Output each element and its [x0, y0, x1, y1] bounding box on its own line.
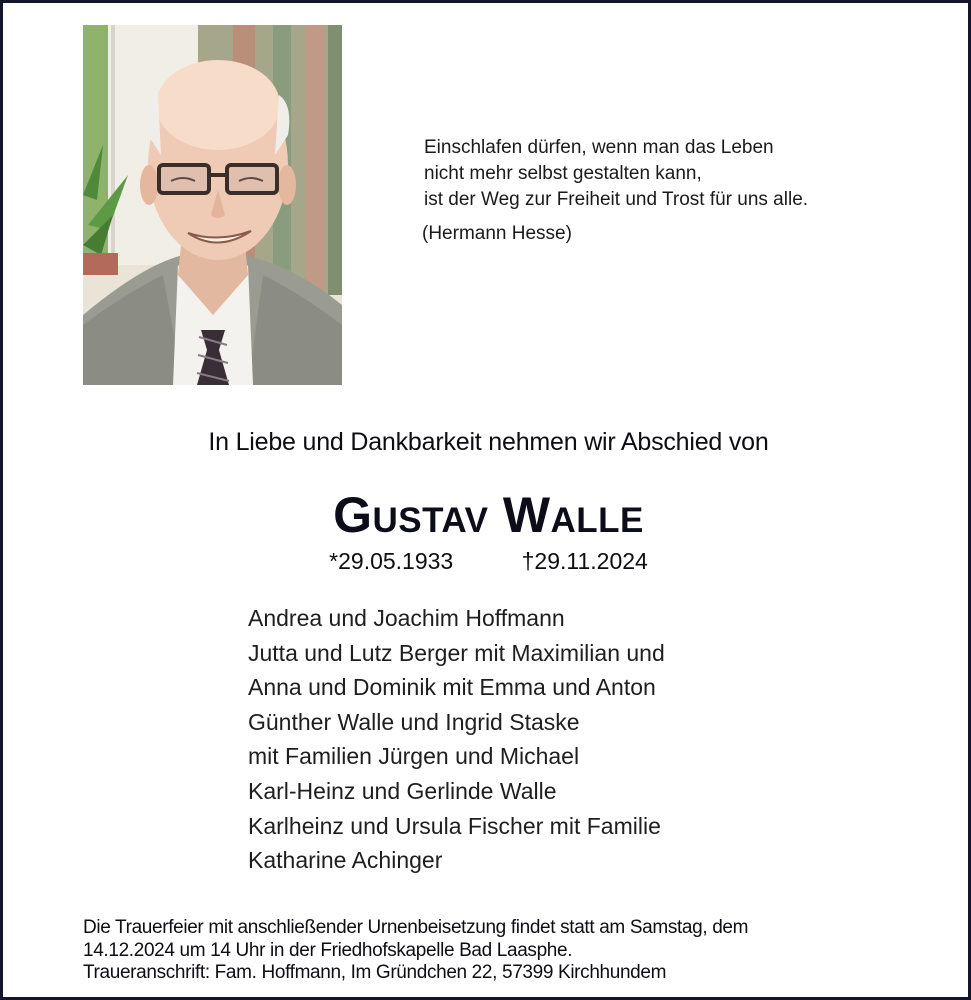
mourners-list: [248, 601, 665, 878]
quote-author: (Hermann Hesse): [422, 223, 572, 244]
portrait-image-icon: [83, 25, 342, 385]
quote-line: nicht mehr selbst gestalten kann,: [424, 163, 702, 184]
mourning-address: Traueranschrift: Fam. Hoffmann, Im Gründchen 22, 57399 Kirchhundem: [83, 962, 667, 983]
farewell-intro: In Liebe und Dankbarkeit nehmen wir Abschied von: [208, 428, 769, 456]
deceased-name: Gustav Walle: [333, 487, 644, 543]
mourner-entry: Günther Walle und Ingrid Staske: [248, 708, 580, 735]
mourner-entry: Jutta und Lutz Berger mit Maximilian und: [248, 639, 665, 666]
ceremony-details: Die Trauerfeier mit anschließender Urnenbeisetzung findet statt am Samstag, dem: [83, 917, 749, 938]
birth-date: *29.05.1933: [329, 548, 454, 574]
mourner-entry: Katharine Achinger: [248, 847, 443, 874]
mourner-entry: Anna und Dominik mit Emma und Anton: [248, 674, 656, 701]
death-date: †29.11.2024: [521, 548, 648, 574]
ceremony-date-location: 14.12.2024 um 14 Uhr in der Friedhofskapelle Bad Laasphe.: [83, 939, 573, 961]
mourner-entry: Andrea und Joachim Hoffmann: [248, 605, 565, 631]
quote-line: Einschlafen dürfen, wenn man das Leben: [424, 137, 774, 158]
funeral-info: [83, 917, 748, 985]
life-dates: [3, 548, 971, 575]
quote-line: ist der Weg zur Freiheit und Trost für uns alle.: [424, 189, 809, 210]
mourner-entry: Karl-Heinz und Gerlinde Walle: [248, 777, 557, 804]
quote-block: [424, 135, 808, 247]
mourner-entry: mit Familien Jürgen und Michael: [248, 743, 580, 770]
mourner-entry: Karlheinz und Ursula Fischer mit Familie: [248, 812, 661, 839]
portrait-photo: [83, 25, 342, 385]
